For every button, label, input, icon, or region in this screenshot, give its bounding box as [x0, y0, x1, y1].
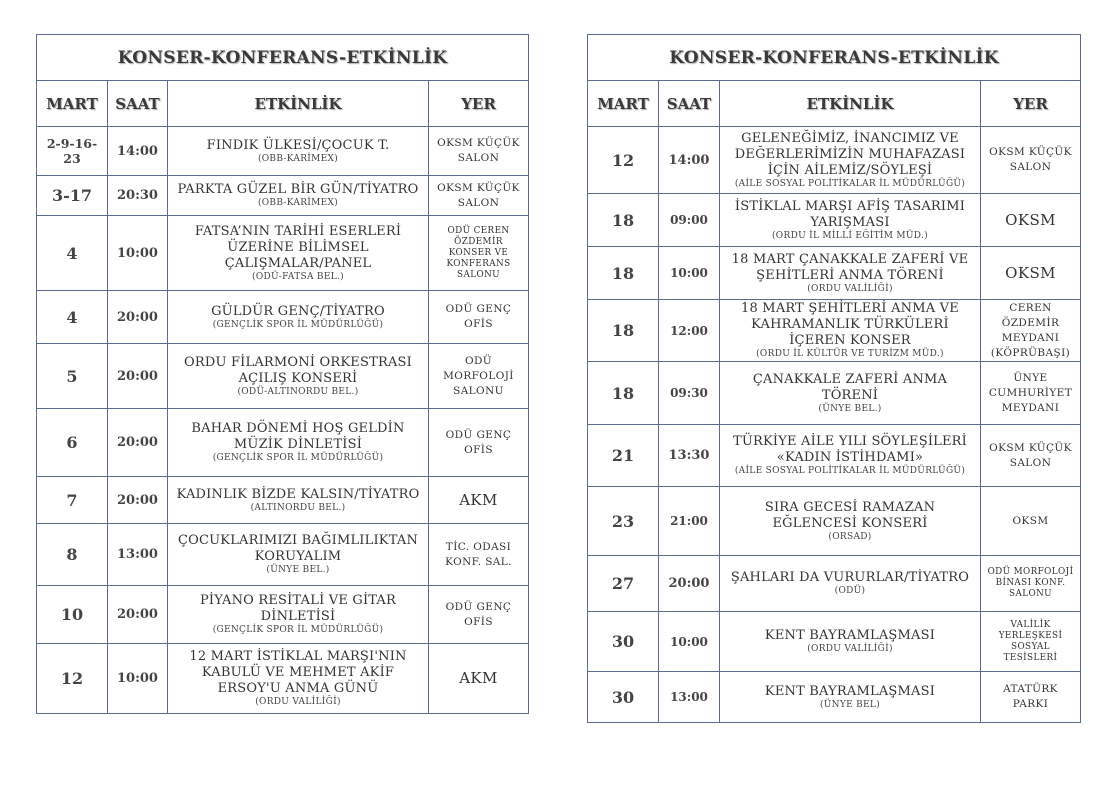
time-cell: 20:00 [108, 477, 168, 524]
venue-cell: ODÜ MORFOLOJİ BİNASI KONF. SALONU [981, 556, 1081, 612]
event-cell [168, 524, 429, 586]
table-row [37, 291, 529, 344]
event-organizer: (GENÇLİK SPOR İL MÜDÜRLÜĞÜ) [212, 453, 384, 463]
venue-cell: TİC. ODASI KONF. SAL. [429, 524, 529, 586]
table-title: KONSER-KONFERANS-ETKİNLİK [588, 35, 1081, 81]
table-row [588, 127, 1081, 194]
event-cell [168, 344, 429, 409]
time-cell: 20:30 [108, 176, 168, 216]
event-organizer: (GENÇLİK SPOR İL MÜDÜRLÜĞÜ) [212, 625, 384, 635]
event-cell [720, 300, 981, 362]
date-cell: 18 [588, 300, 659, 362]
event-title: KENT BAYRAMLAŞMASI [764, 628, 936, 643]
venue-cell: OKSM KÜÇÜK SALON [429, 127, 529, 176]
event-cell [720, 247, 981, 300]
table-row [588, 194, 1081, 247]
table-row [37, 644, 529, 714]
event-title: TÜRKİYE AİLE YILI SÖYLEŞİLERİ «KADIN İSTİHDAMI» [732, 434, 968, 465]
time-cell: 20:00 [108, 409, 168, 477]
time-cell: 09:30 [659, 362, 720, 425]
event-organizer: (ORDU VALİLİĞİ) [255, 697, 341, 707]
venue-cell: OKSM KÜÇÜK SALON [981, 127, 1081, 194]
event-title: İSTİKLAL MARŞI AFİŞ TASARIMI YARIŞMASI [734, 198, 966, 230]
table-row [588, 672, 1081, 723]
event-title: SIRA GECESİ RAMAZAN EĞLENCESİ KONSERİ [764, 499, 936, 531]
table-title: KONSER-KONFERANS-ETKİNLİK [37, 35, 529, 81]
event-title: FATSA’NIN TARİHİ ESERLERİ ÜZERİNE BİLİMSEL ÇALIŞMALAR/PANEL [194, 223, 402, 271]
venue-cell: OKSM KÜÇÜK SALON [981, 425, 1081, 487]
time-cell: 10:00 [659, 612, 720, 672]
event-cell [168, 477, 429, 524]
venue-cell: ODÜ MORFOLOJİ SALONU [429, 344, 529, 409]
header-yer: YER [429, 81, 529, 127]
date-cell: 18 [588, 194, 659, 247]
venue-cell: VALİLİK YERLEŞKESİ SOSYAL TESİSLERİ [981, 612, 1081, 672]
event-organizer: (OBB-KARİMEX) [257, 198, 339, 208]
date-cell: 27 [588, 556, 659, 612]
date-cell: 4 [37, 291, 108, 344]
table-row [37, 586, 529, 644]
date-cell: 3-17 [37, 176, 108, 216]
table-row [588, 556, 1081, 612]
table-row [588, 487, 1081, 556]
date-cell: 5 [37, 344, 108, 409]
time-cell: 09:00 [659, 194, 720, 247]
event-title: PİYANO RESİTALİ VE GİTAR DİNLETİSİ [199, 593, 397, 624]
time-cell: 10:00 [108, 644, 168, 714]
date-cell: 8 [37, 524, 108, 586]
table-row [37, 176, 529, 216]
date-cell: 30 [588, 612, 659, 672]
event-cell [720, 127, 981, 194]
left-event-table [36, 34, 529, 714]
event-title: FINDIK ÜLKESİ/ÇOCUK T. [206, 137, 390, 153]
date-cell: 10 [37, 586, 108, 644]
event-organizer: (AİLE SOSYAL POLİTİKALAR İL MÜDÜRLÜĞÜ) [734, 178, 966, 189]
time-cell: 14:00 [108, 127, 168, 176]
date-cell: 21 [588, 425, 659, 487]
time-cell: 20:00 [108, 344, 168, 409]
venue-cell: CEREN ÖZDEMİR MEYDANI (KÖPRÜBAŞI) [981, 300, 1081, 362]
table-row [37, 409, 529, 477]
event-title: ÇANAKKALE ZAFERİ ANMA TÖRENİ [752, 371, 948, 403]
time-cell: 10:00 [108, 216, 168, 291]
event-organizer: (OBB-KARİMEX) [257, 153, 339, 164]
venue-cell: ODÜ GENÇ OFİS [429, 586, 529, 644]
date-cell: 12 [588, 127, 659, 194]
date-cell: 18 [588, 362, 659, 425]
event-organizer: (ORDU VALİLİĞİ) [807, 644, 893, 654]
date-cell: 23 [588, 487, 659, 556]
header-saat: SAAT [659, 81, 720, 127]
date-cell: 30 [588, 672, 659, 723]
venue-cell: ODÜ CEREN ÖZDEMİR KONSER VE KONFERANS SALONU [429, 216, 529, 291]
header-mart: MART [588, 81, 659, 127]
event-cell [168, 409, 429, 477]
event-cell [720, 487, 981, 556]
event-organizer: (GENÇLİK SPOR İL MÜDÜRLÜĞÜ) [212, 319, 384, 330]
event-cell [168, 291, 429, 344]
date-cell: 7 [37, 477, 108, 524]
event-title: ŞAHLARI DA VURURLAR/TİYATRO [730, 570, 970, 585]
table-row [37, 216, 529, 291]
table-row [588, 247, 1081, 300]
venue-cell: AKM [429, 644, 529, 714]
venue-cell: ÜNYE CUMHURİYET MEYDANI [981, 362, 1081, 425]
venue-cell: OKSM [981, 194, 1081, 247]
event-organizer: (ALTINORDU BEL.) [250, 502, 346, 513]
table-row [37, 344, 529, 409]
header-mart: MART [37, 81, 108, 127]
table-row [588, 425, 1081, 487]
event-organizer: (ORSAD) [828, 531, 872, 542]
date-cell: 12 [37, 644, 108, 714]
event-organizer: (ÜNYE BEL.) [818, 403, 882, 414]
time-cell: 20:00 [108, 586, 168, 644]
header-saat: SAAT [108, 81, 168, 127]
event-title: 12 MART İSTİKLAL MARŞI'NIN KABULÜ VE MEHMET AKİF ERSOY'U ANMA GÜNÜ [189, 649, 407, 696]
event-cell [720, 194, 981, 247]
table-row [588, 362, 1081, 425]
header-etkinlik: ETKİNLİK [720, 81, 981, 127]
event-organizer: (ODÜ-ALTINORDU BEL.) [237, 386, 359, 397]
event-organizer: (ODÜ-FATSA BEL.) [252, 271, 344, 282]
event-organizer: (ORDU İL MİLLİ EĞİTİM MÜD.) [772, 230, 928, 241]
time-cell: 21:00 [659, 487, 720, 556]
event-title: PARKTA GÜZEL BİR GÜN/TİYATRO [177, 182, 419, 197]
time-cell: 13:30 [659, 425, 720, 487]
date-cell: 2-9-16-23 [37, 127, 108, 176]
table-row [37, 524, 529, 586]
time-cell: 13:00 [659, 672, 720, 723]
event-title: ÇOCUKLARIMIZI BAĞIMLILIKTAN KORUYALIM [177, 533, 419, 564]
time-cell: 12:00 [659, 300, 720, 362]
date-cell: 6 [37, 409, 108, 477]
header-etkinlik: ETKİNLİK [168, 81, 429, 127]
event-cell [168, 644, 429, 714]
venue-cell: OKSM [981, 247, 1081, 300]
venue-cell: ATATÜRK PARKI [981, 672, 1081, 723]
event-title: GELENEĞİMİZ, İNANCIMIZ VE DEĞERLERİMİZİN MUHAFAZASI İÇİN AİLEMİZ/SÖYLEŞİ [734, 130, 966, 178]
event-organizer: (ODÜ) [834, 586, 866, 596]
event-cell [168, 176, 429, 216]
event-organizer: (ÜNYE BEL.) [266, 565, 330, 575]
event-title: KADINLIK BİZDE KALSIN/TİYATRO [176, 486, 420, 502]
time-cell: 13:00 [108, 524, 168, 586]
event-cell [168, 127, 429, 176]
event-title: BAHAR DÖNEMİ HOŞ GELDİN MÜZİK DİNLETİSİ [191, 421, 405, 452]
event-title: GÜLDÜR GENÇ/TİYATRO [211, 303, 385, 319]
event-title: 18 MART ÇANAKKALE ZAFERİ VE ŞEHİTLERİ ANMA TÖRENİ [731, 251, 969, 283]
table-row [588, 612, 1081, 672]
event-cell [168, 586, 429, 644]
event-cell [720, 672, 981, 723]
venue-cell: ODÜ GENÇ OFİS [429, 291, 529, 344]
date-cell: 18 [588, 247, 659, 300]
event-title: KENT BAYRAMLAŞMASI [764, 683, 936, 699]
venue-cell: ODÜ GENÇ OFİS [429, 409, 529, 477]
table-row [37, 477, 529, 524]
time-cell: 20:00 [659, 556, 720, 612]
event-cell [720, 425, 981, 487]
venue-cell: AKM [429, 477, 529, 524]
event-cell [168, 216, 429, 291]
event-organizer: (ORDU VALİLİĞİ) [807, 283, 893, 294]
event-cell [720, 612, 981, 672]
event-title: 18 MART ŞEHİTLERİ ANMA VE KAHRAMANLIK TÜRKÜLERİ İÇEREN KONSER [741, 301, 959, 348]
time-cell: 10:00 [659, 247, 720, 300]
venue-cell: OKSM KÜÇÜK SALON [429, 176, 529, 216]
header-yer: YER [981, 81, 1081, 127]
table-row [37, 127, 529, 176]
event-title: ORDU FİLARMONİ ORKESTRASI AÇILIŞ KONSERİ [184, 354, 412, 386]
right-event-table [587, 34, 1081, 723]
table-row [588, 300, 1081, 362]
event-organizer: (AİLE SOSYAL POLİTİKALAR İL MÜDÜRLÜĞÜ) [734, 466, 966, 476]
time-cell: 14:00 [659, 127, 720, 194]
event-organizer: (ORDU İL KÜLTÜR VE TURİZM MÜD.) [756, 349, 944, 359]
date-cell: 4 [37, 216, 108, 291]
event-organizer: (ÜNYE BEL) [819, 699, 880, 710]
event-cell [720, 362, 981, 425]
venue-cell: OKSM [981, 487, 1081, 556]
event-cell [720, 556, 981, 612]
time-cell: 20:00 [108, 291, 168, 344]
